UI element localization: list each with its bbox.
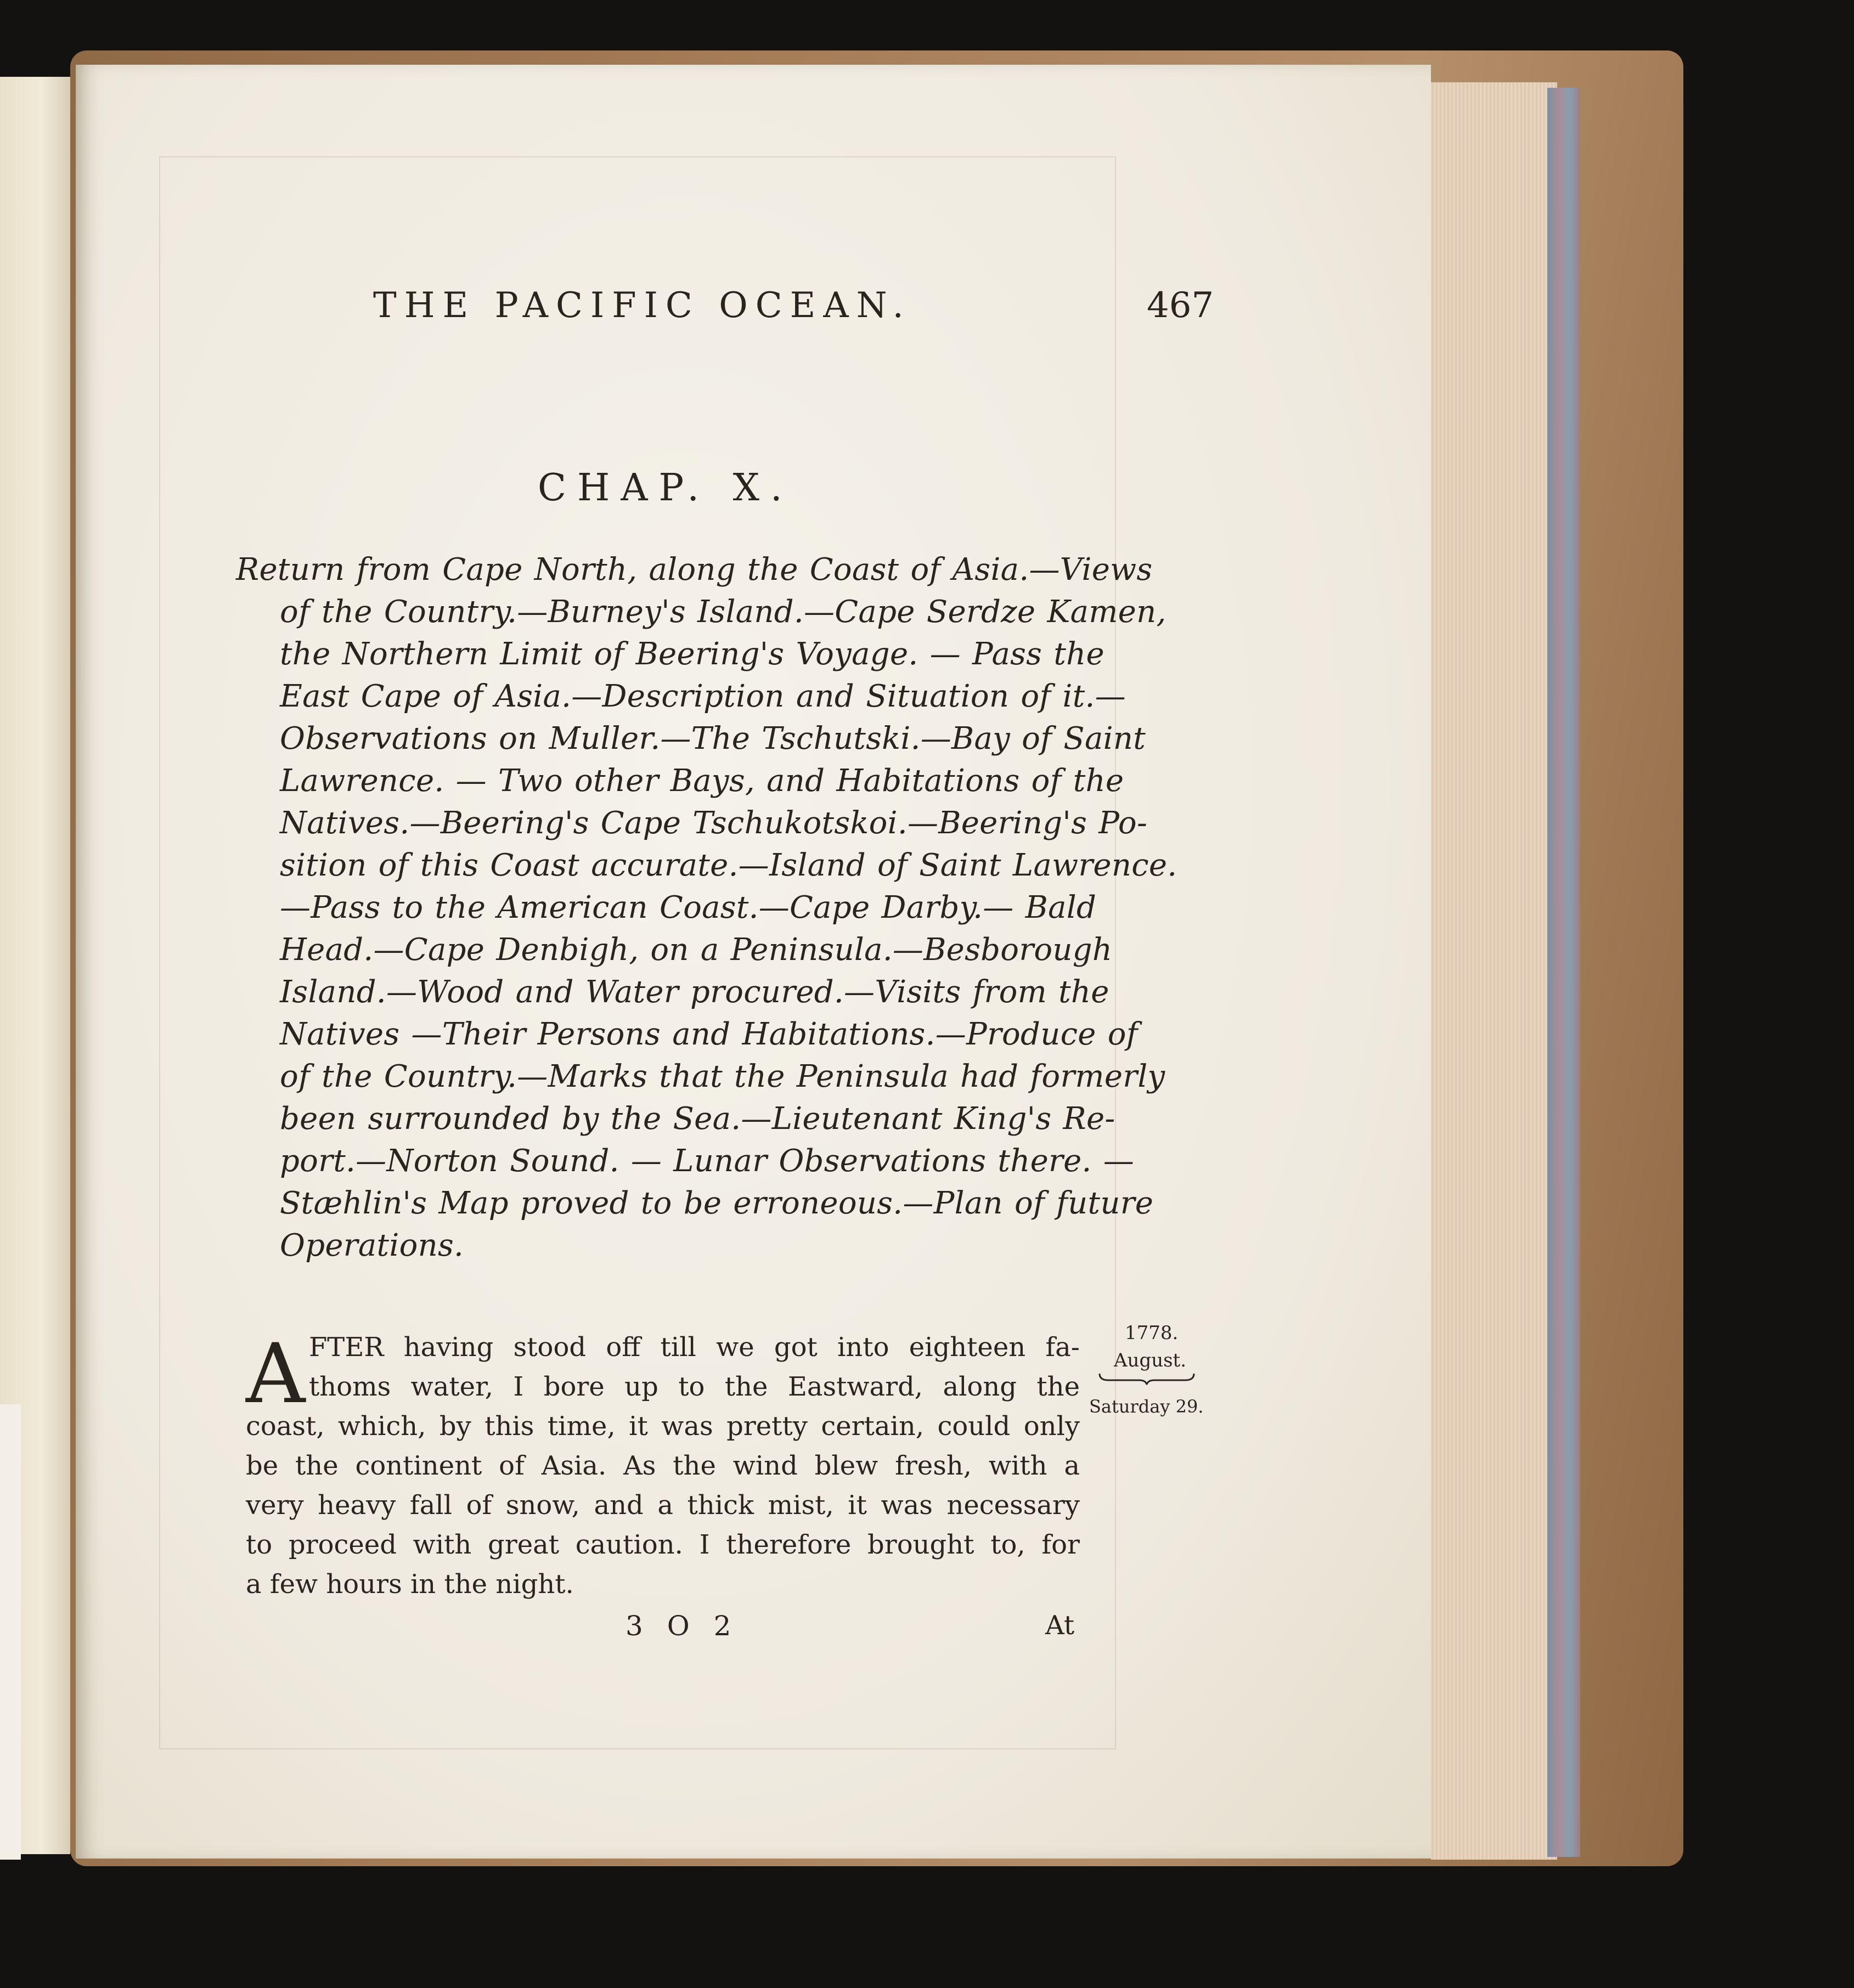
argument-line: Island.—Wood and Water procured.—Visits from the [280,974,1109,1010]
argument-line: Lawrence. — Two other Bays, and Habitations of the [280,763,1124,799]
drop-cap: A [246,1326,306,1422]
catchword: At [1045,1610,1075,1641]
body-line: FTER having stood off till we got into eighteen fa- [309,1332,1080,1363]
argument-line: East Cape of Asia.—Description and Situation of it.— [280,679,1126,714]
paper-slip [0,1404,21,1860]
argument-line: Natives —Their Persons and Habitations.—Produce of [280,1016,1138,1052]
argument-line: of the Country.—Burney's Island.—Cape Serdze Kamen, [280,594,1167,630]
running-title: THE PACIFIC OCEAN. [373,285,911,326]
margin-note-day: Saturday 29. [1089,1396,1204,1417]
margin-note-year: 1778. [1125,1322,1179,1344]
argument-line: Stæhlin's Map proved to be erroneous.—Plan of future [280,1185,1154,1221]
argument-line: port.—Norton Sound. — Lunar Observations there. — [280,1143,1135,1179]
page-edges [1431,82,1557,1860]
body-line: a few hours in the night. [246,1569,574,1600]
marbled-edge [1547,88,1580,1857]
argument-line: the Northern Limit of Beering's Voyage. — Pass the [280,636,1104,672]
chapter-title: CHAP. X. [538,466,793,510]
brace-icon [1097,1371,1196,1386]
page-number: 467 [1147,285,1214,326]
signature-mark: 3 O 2 [625,1610,739,1642]
body-line: thoms water, I bore up to the Eastward, along the [309,1371,1080,1402]
body-line: be the continent of Asia. As the wind blew fresh, with a [246,1450,1080,1481]
argument-line: been surrounded by the Sea.—Lieutenant King's Re- [280,1101,1115,1137]
body-paragraph [246,1328,1080,1604]
body-line: to proceed with great caution. I therefore brought to, for [246,1529,1080,1560]
argument-line: Observations on Muller.—The Tschutski.—Bay of Saint [280,721,1146,756]
argument-line: Head.—Cape Denbigh, on a Peninsula.—Besborough [280,932,1113,968]
argument-line: Return from Cape North, along the Coast of Asia.—Views [236,552,1153,588]
argument-line: of the Country.—Marks that the Peninsula had formerly [280,1059,1165,1094]
body-line: very heavy fall of snow, and a thick mist, it was necessary [246,1490,1080,1521]
argument-line: sition of this Coast accurate.—Island of Saint Lawrence. [280,848,1177,883]
margin-note-month: August. [1114,1349,1187,1371]
argument-line: —Pass to the American Coast.—Cape Darby.— Bald [280,890,1097,925]
argument-line: Operations. [280,1228,464,1263]
argument-line: Natives.—Beering's Cape Tschukotskoi.—Beering's Po- [280,805,1148,841]
body-line: coast, which, by this time, it was pretty certain, could only [246,1411,1080,1442]
chapter-argument [236,549,1177,1267]
